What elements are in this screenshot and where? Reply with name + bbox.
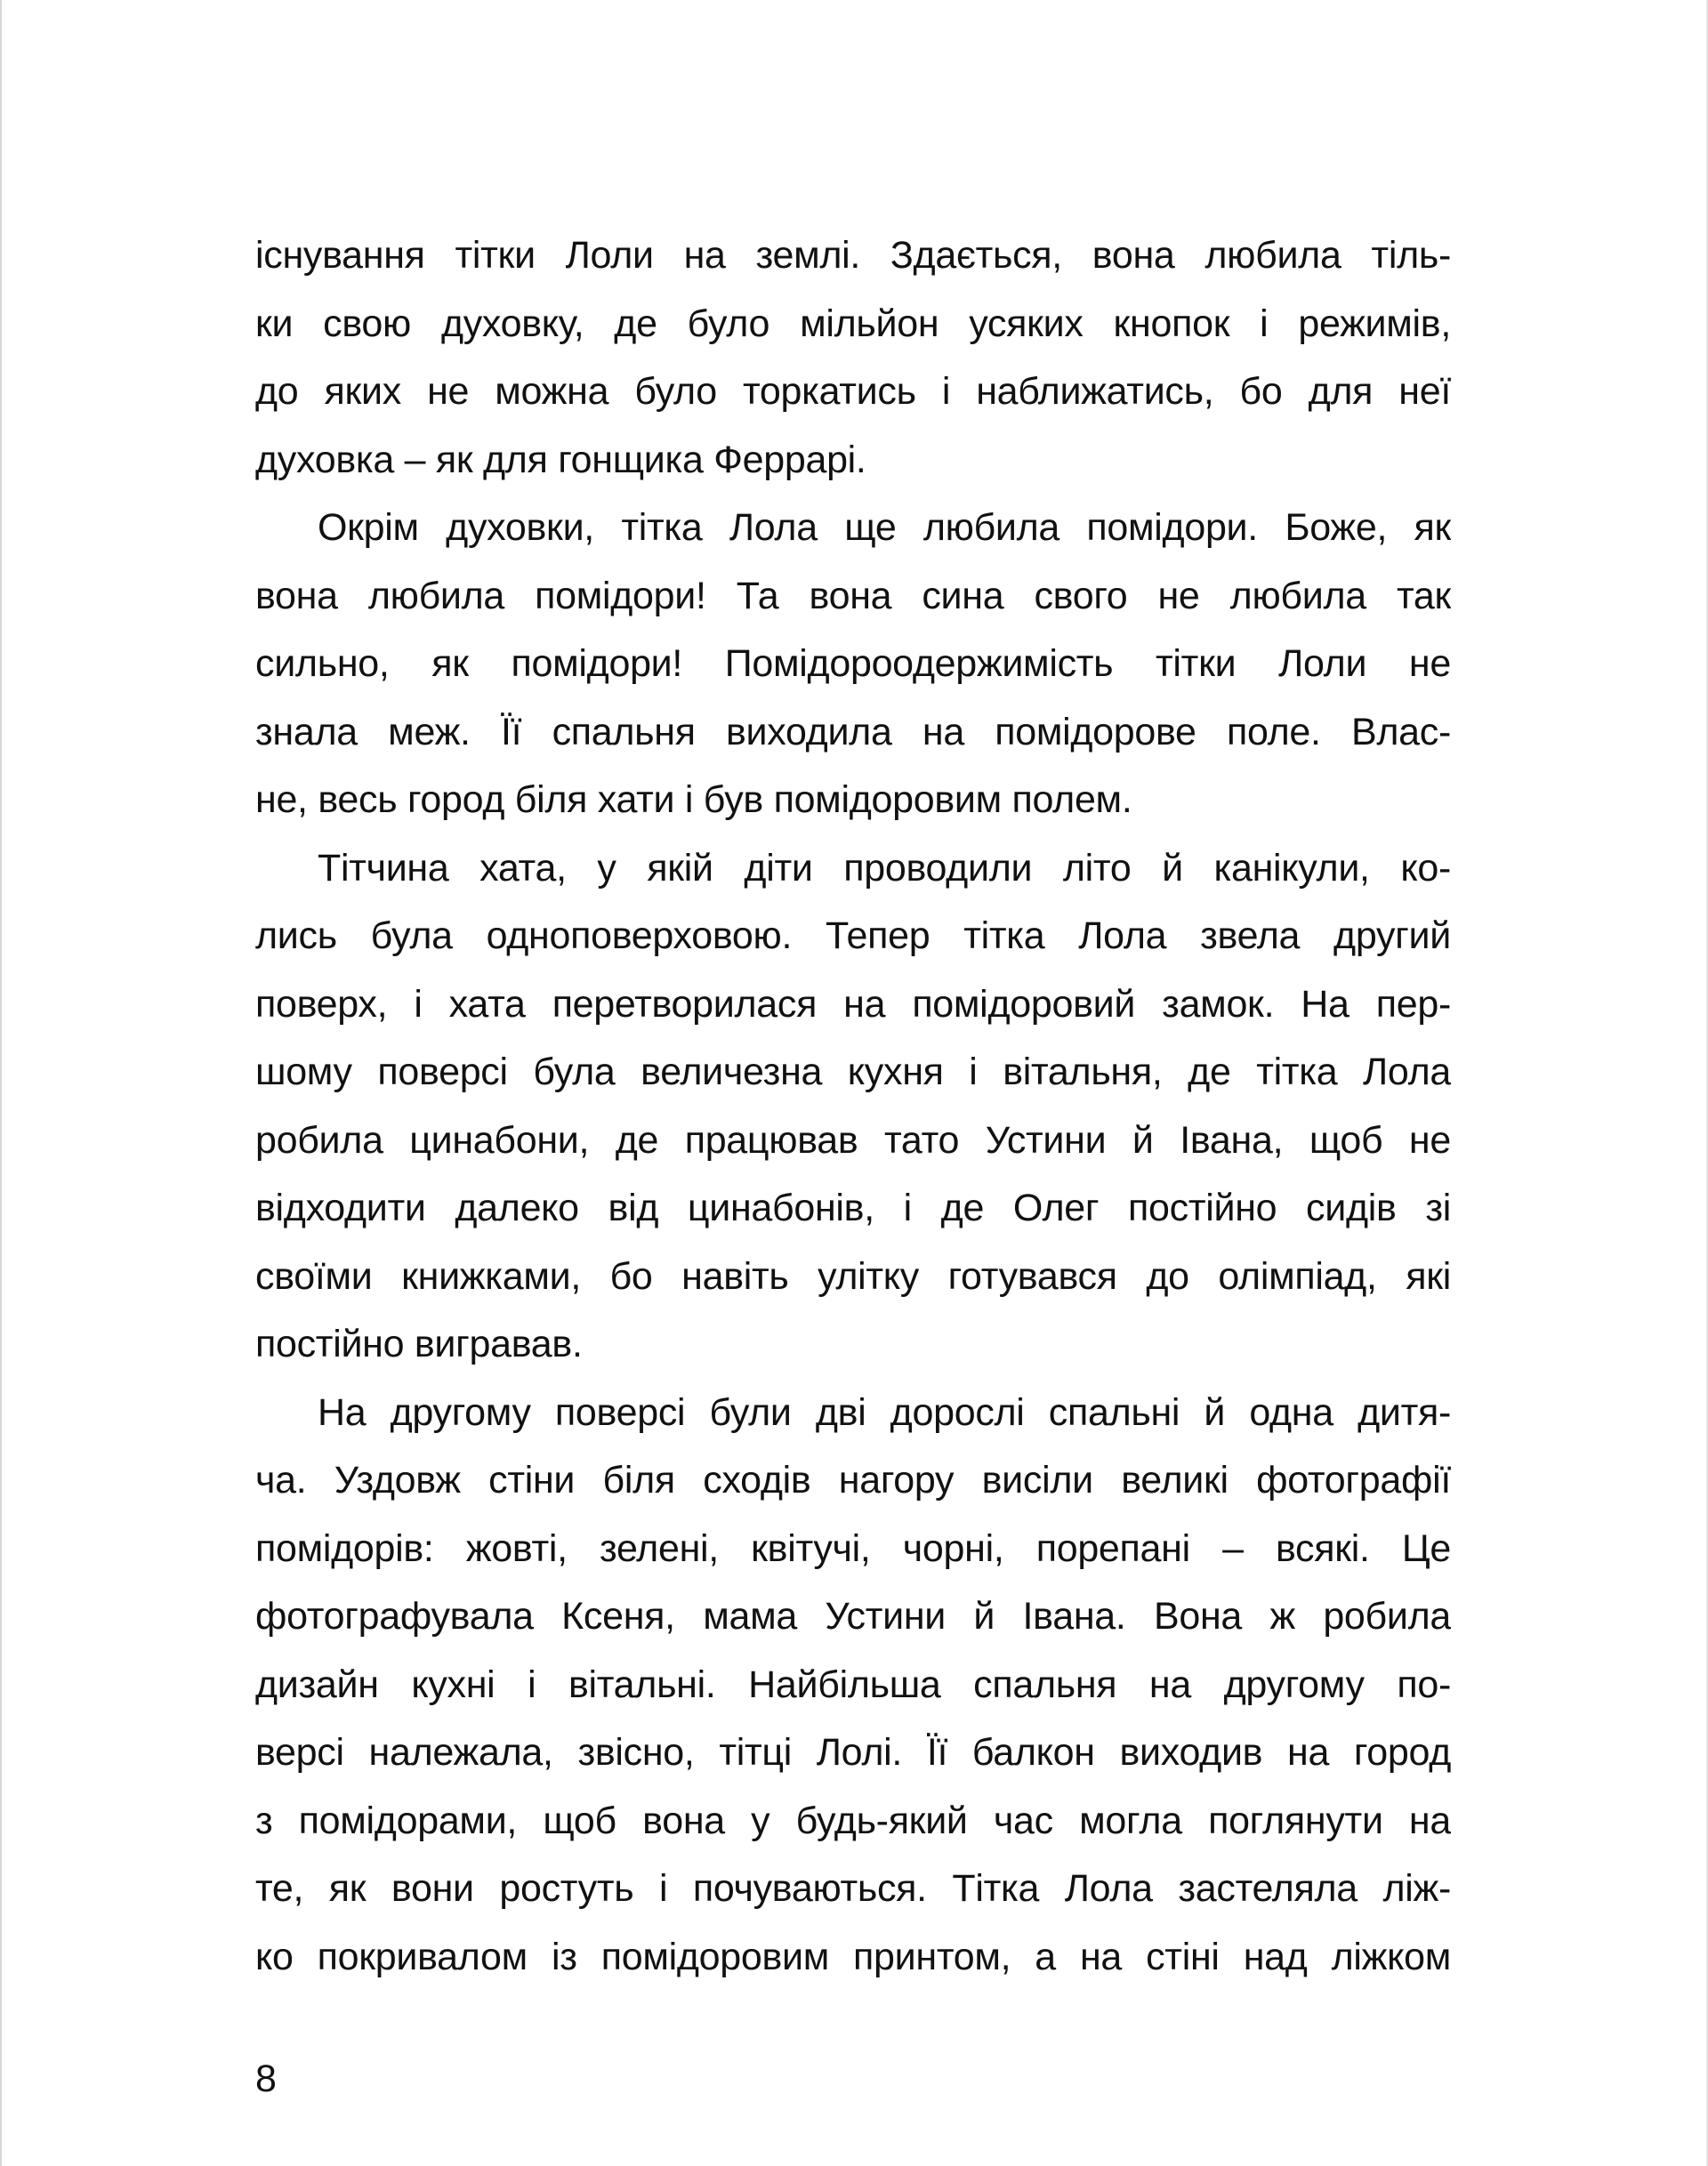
text-line: Тітчина хата, у якій діти проводили літо й канікули, ко- bbox=[318, 846, 1451, 890]
text-line: те, як вони ростуть і почуваються. Тітка Лола застеляла ліж- bbox=[255, 1867, 1451, 1910]
text-line: духовка – як для гонщика Феррарі. bbox=[255, 438, 866, 481]
page-edge bbox=[0, 0, 2, 2166]
text-line: версі належала, звісно, тітці Лолі. Її балкон виходив на город bbox=[255, 1731, 1451, 1774]
text-line: На другому поверсі були дві дорослі спальні й одна дитя- bbox=[318, 1390, 1451, 1434]
text-line: сильно, як помідори! Помідороодержимість тітки Лоли не bbox=[255, 642, 1451, 685]
text-line: поверх, і хата перетворилася на помідоровий замок. На пер- bbox=[255, 982, 1451, 1026]
text-line: дизайн кухні і вітальні. Найбільша спальня на другому по- bbox=[255, 1663, 1451, 1706]
text-line: шому поверсі була величезна кухня і вітальня, де тітка Лола bbox=[255, 1051, 1451, 1093]
text-line: лись була одноповерховою. Тепер тітка Лола звела другий bbox=[255, 914, 1451, 957]
text-line: постійно вигравав. bbox=[255, 1323, 583, 1365]
text-line: не, весь город біля хати і був помідоровим полем. bbox=[255, 778, 1132, 821]
text-line: ко покривалом із помідоровим принтом, а на стіні над ліжком bbox=[255, 1935, 1451, 1978]
text-line: існування тітки Лоли на землі. Здається, вона любила тіль- bbox=[255, 234, 1451, 277]
text-line: робила цинабони, де працював тато Устини й Івана, щоб не bbox=[255, 1118, 1451, 1162]
text-line: Окрім духовки, тітка Лола ще любила помідори. Боже, як bbox=[318, 506, 1451, 549]
text-line: вона любила помідори! Та вона сина свого не любила так bbox=[255, 574, 1451, 617]
text-line: ча. Уздовж стіни біля сходів нагору висіли великі фотографії bbox=[255, 1459, 1451, 1502]
page-number: 8 bbox=[255, 2057, 277, 2100]
text-line: своїми книжками, бо навіть улітку готувався до олімпіад, які bbox=[255, 1254, 1451, 1298]
text-line: помідорів: жовті, зелені, квітучі, чорні, порепані – всякі. Це bbox=[255, 1526, 1451, 1570]
body-text bbox=[255, 221, 1451, 1991]
text-line: ки свою духовку, де було мільйон усяких кнопок і режимів, bbox=[255, 302, 1451, 345]
text-line: з помідорами, щоб вона у будь-який час могла поглянути на bbox=[255, 1799, 1451, 1842]
text-line: до яких не можна було торкатись і наближатись, бо для неї bbox=[255, 370, 1451, 413]
text-line: фотографувала Ксеня, мама Устини й Івана. Вона ж робила bbox=[255, 1595, 1451, 1638]
text-line: знала меж. Її спальня виходила на помідорове поле. Влас- bbox=[255, 710, 1451, 753]
text-line: відходити далеко від цинабонів, і де Олег постійно сидів зі bbox=[255, 1187, 1451, 1229]
